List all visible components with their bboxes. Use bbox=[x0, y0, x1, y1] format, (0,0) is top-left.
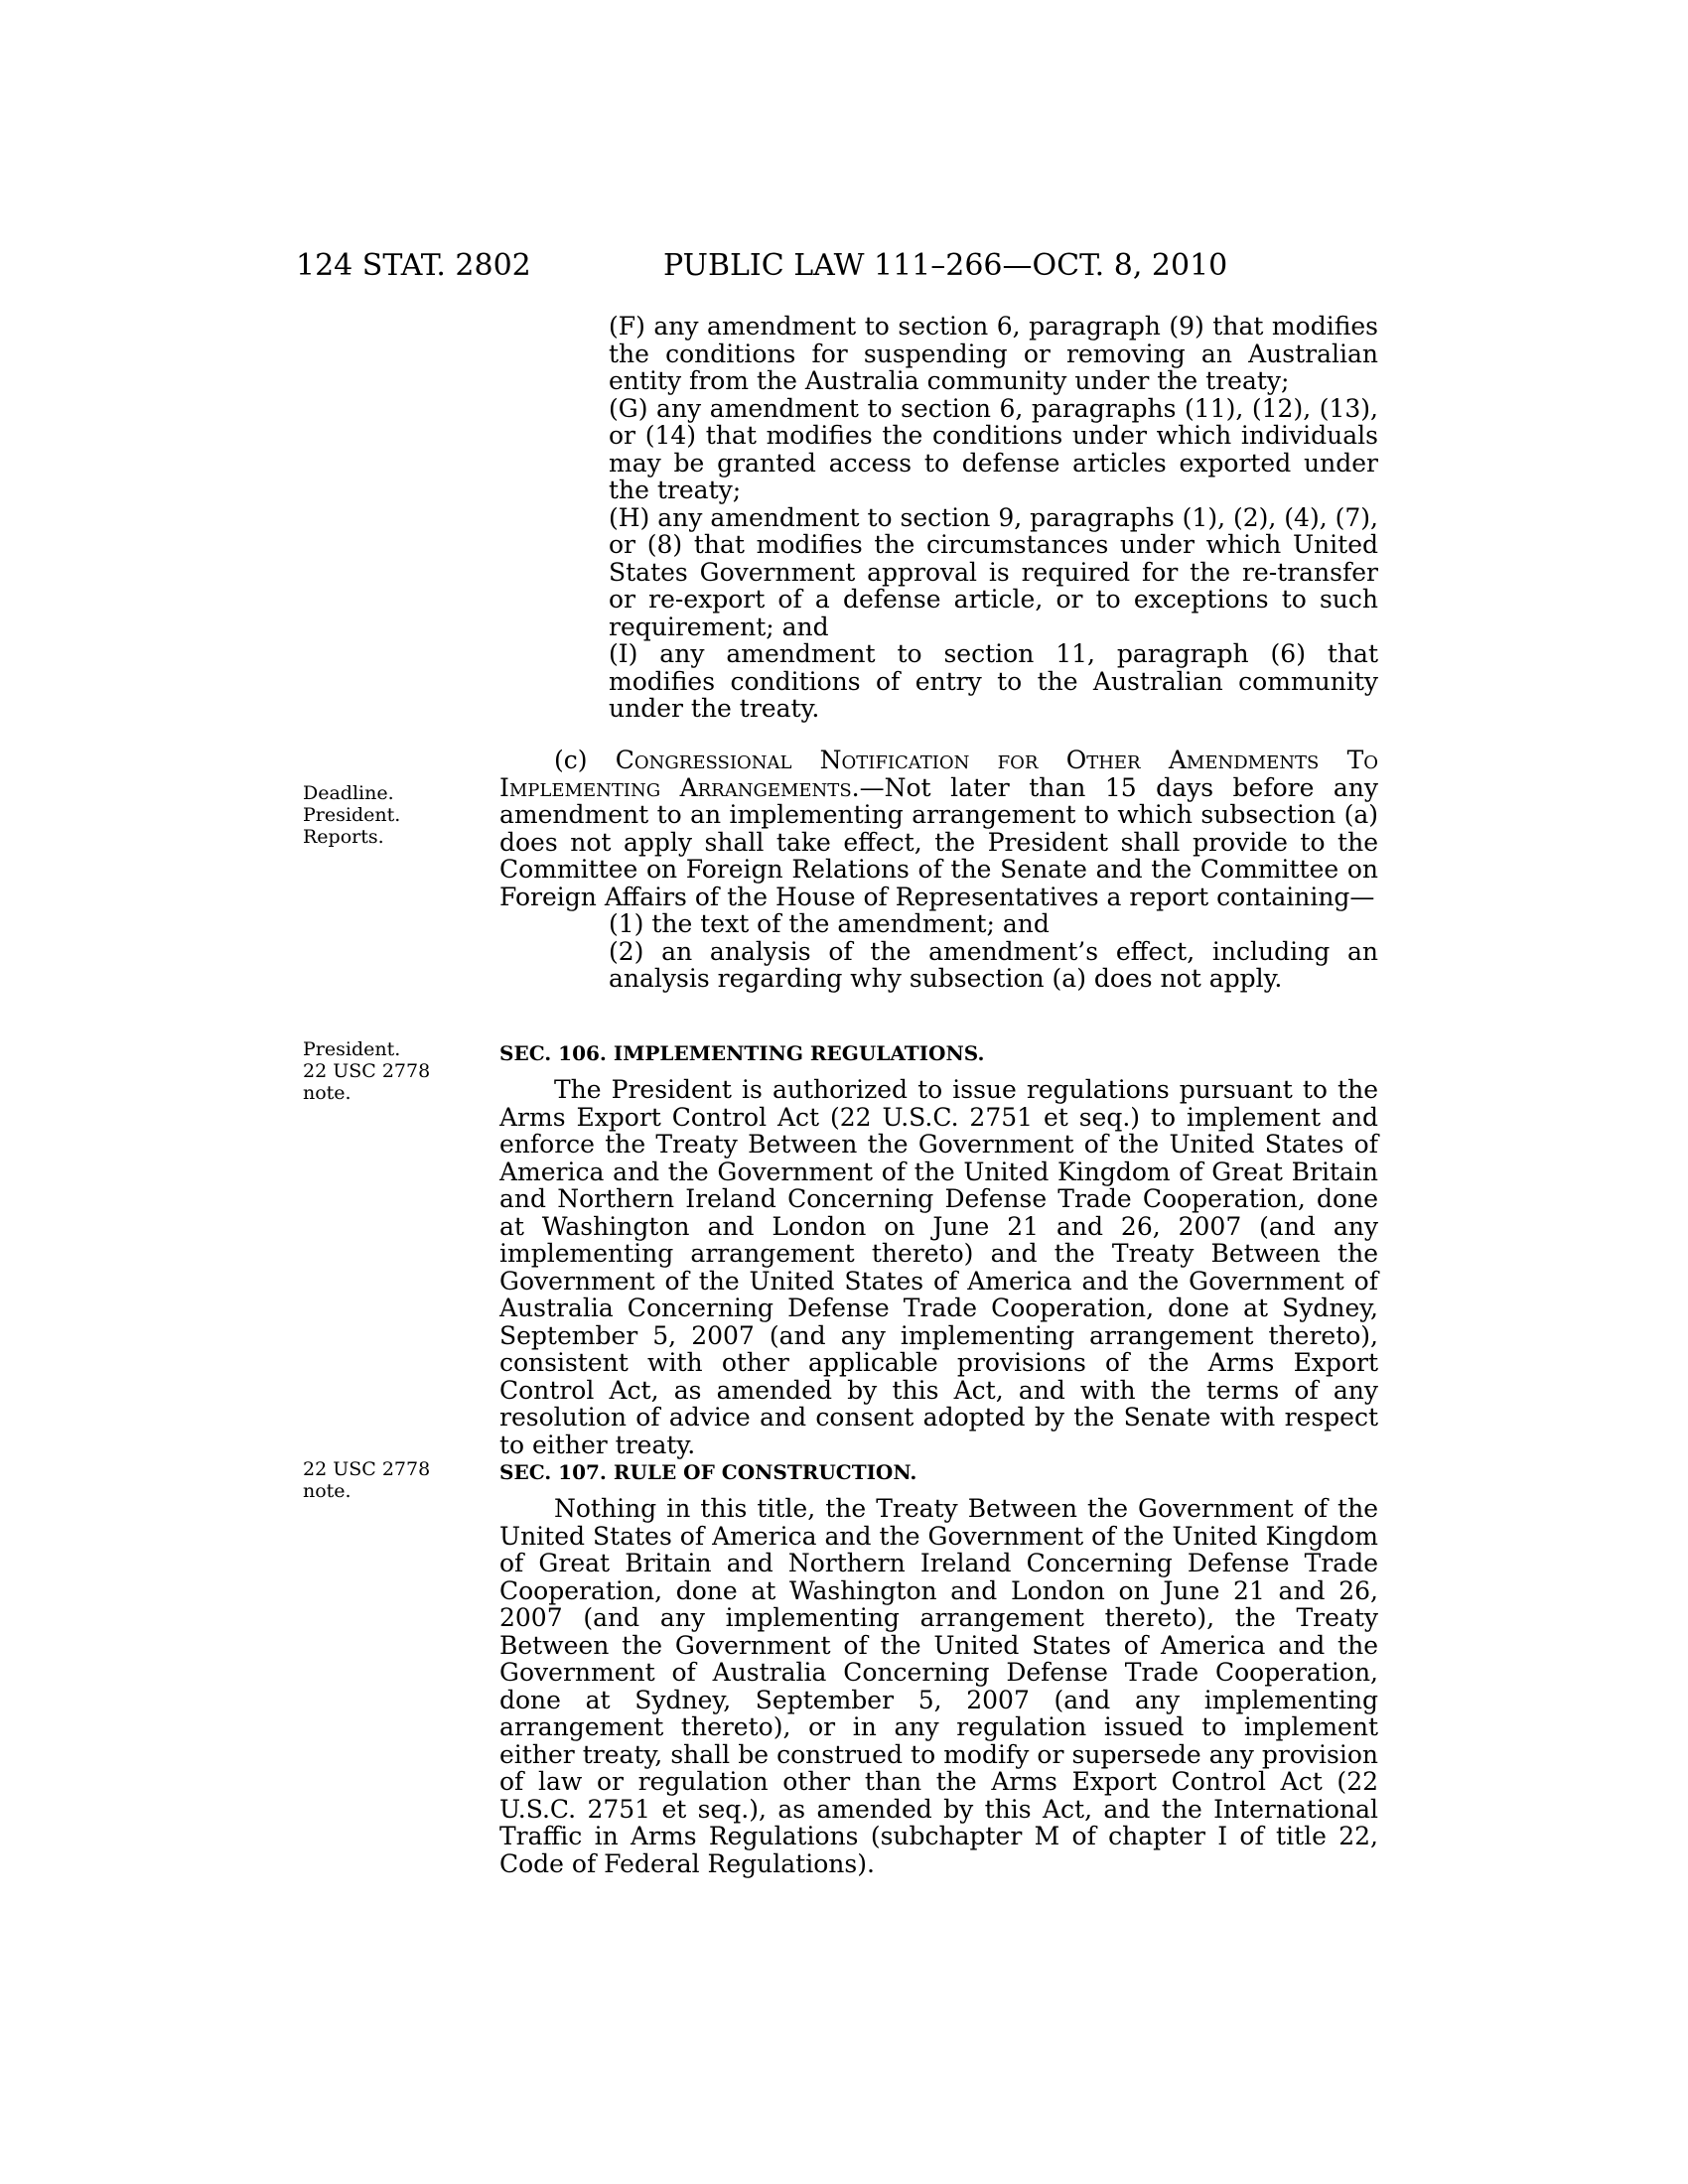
subsection-c-item-2: (2) an analysis of the amendment’s effect, including an analysis regarding why subsection (a) does not apply. bbox=[609, 936, 1378, 993]
section-106-body bbox=[499, 1076, 1378, 1458]
subparagraph-g: (G) any amendment to section 6, paragraphs (11), (12), (13), or (14) that modifies the conditions under which individuals may be granted access to defense articles exported under the treaty; bbox=[609, 393, 1378, 504]
subsection-c bbox=[499, 747, 1378, 993]
page-header bbox=[0, 246, 1688, 286]
section-107-text: Nothing in this title, the Treaty Between the Government of the United States of America and the Government of the United Kingdom of Great Britain and Northern Ireland Concerning Defense Trade Cooperation, done at Washington and London on June 21 and 26, 2007 (and any implementing arrangement thereto), the Treaty Between the Government of the United States of America and the Government of Australia Concerning Defense Trade Cooperation, done at Sydney, September 5, 2007 (and any implementing arrangement thereto), or in any regulation issued to implement either treaty, shall be construed to modify or supersede any provision of law or regulation other than the Arms Export Control Act (22 U.S.C. 2751 et seq.), as amended by this Act, and the International Traffic in Arms Regulations (subchapter M of chapter I of title 22, Code of Federal Regulations). bbox=[499, 1494, 1378, 1878]
subsection-c-paragraph bbox=[499, 747, 1378, 910]
running-title: PUBLIC LAW 111–266—OCT. 8, 2010 bbox=[663, 248, 1228, 283]
margin-note-line: President. bbox=[303, 1038, 401, 1060]
subsection-c-heading: Congressional Notification for Other Amendments To Implementing Arrangements. bbox=[499, 746, 1379, 802]
margin-note-line: Reports. bbox=[303, 826, 384, 848]
margin-note-deadline bbox=[303, 782, 400, 848]
section-107-heading: SEC. 107. RULE OF CONSTRUCTION. bbox=[499, 1460, 917, 1484]
subsection-c-item-1: (1) the text of the amendment; and bbox=[609, 909, 1050, 938]
subparagraph-f: (F) any amendment to section 6, paragraph (9) that modifies the conditions for suspending or removing an Australian entity from the Australia community under the treaty; bbox=[609, 312, 1378, 395]
margin-note-sec107 bbox=[303, 1458, 430, 1502]
margin-note-line: 22 USC 2778 bbox=[303, 1060, 431, 1082]
subparagraph-i: (I) any amendment to section 11, paragraph (6) that modifies conditions of entry to the Australian community under the treaty. bbox=[609, 639, 1378, 723]
margin-note-line: note. bbox=[303, 1480, 352, 1502]
stat-page-reference: 124 STAT. 2802 bbox=[296, 248, 531, 283]
margin-note-line: Deadline. bbox=[303, 782, 394, 804]
margin-note-line: note. bbox=[303, 1082, 352, 1104]
subsection-c-text: —Not later than 15 days before any amendment to an implementing arrangement to which subsection (a) does not apply shall take effect, the President shall provide to the Committee on Foreign Relations of the Senate and the Committee on Foreign Affairs of the House of Representatives a report containing— bbox=[499, 772, 1378, 911]
margin-note-line: 22 USC 2778 bbox=[303, 1458, 431, 1480]
section-107-body bbox=[499, 1495, 1378, 1877]
subparagraph-h: (H) any amendment to section 9, paragraphs (1), (2), (4), (7), or (8) that modifies the circumstances under which United States Government approval is required for the re-transfer or re-export of a defense article, or to exceptions to such requirement; and bbox=[609, 502, 1378, 641]
section-106-text: The President is authorized to issue regulations pursuant to the Arms Export Control Act (22 U.S.C. 2751 et seq.) to implement and enforce the Treaty Between the Government of the United States of America and the Government of the United Kingdom of Great Britain and Northern Ireland Concerning Defense Trade Cooperation, done at Washington and London on June 21 and 26, 2007 (and any implementing arrangement thereto) and the Treaty Between the Government of the United States of America and the Government of Australia Concerning Defense Trade Cooperation, done at Sydney, September 5, 2007 (and any implementing arrangement thereto), consistent with other applicable provisions of the Arms Export Control Act, as amended by this Act, and with the terms of any resolution of advice and consent adopted by the Senate with respect to either treaty. bbox=[499, 1075, 1378, 1459]
continued-subparagraphs bbox=[499, 313, 1378, 723]
margin-note-sec106 bbox=[303, 1038, 430, 1104]
subsection-c-label: (c) bbox=[554, 746, 588, 774]
margin-note-line: President. bbox=[303, 804, 401, 826]
section-106-heading: SEC. 106. IMPLEMENTING REGULATIONS. bbox=[499, 1041, 985, 1065]
